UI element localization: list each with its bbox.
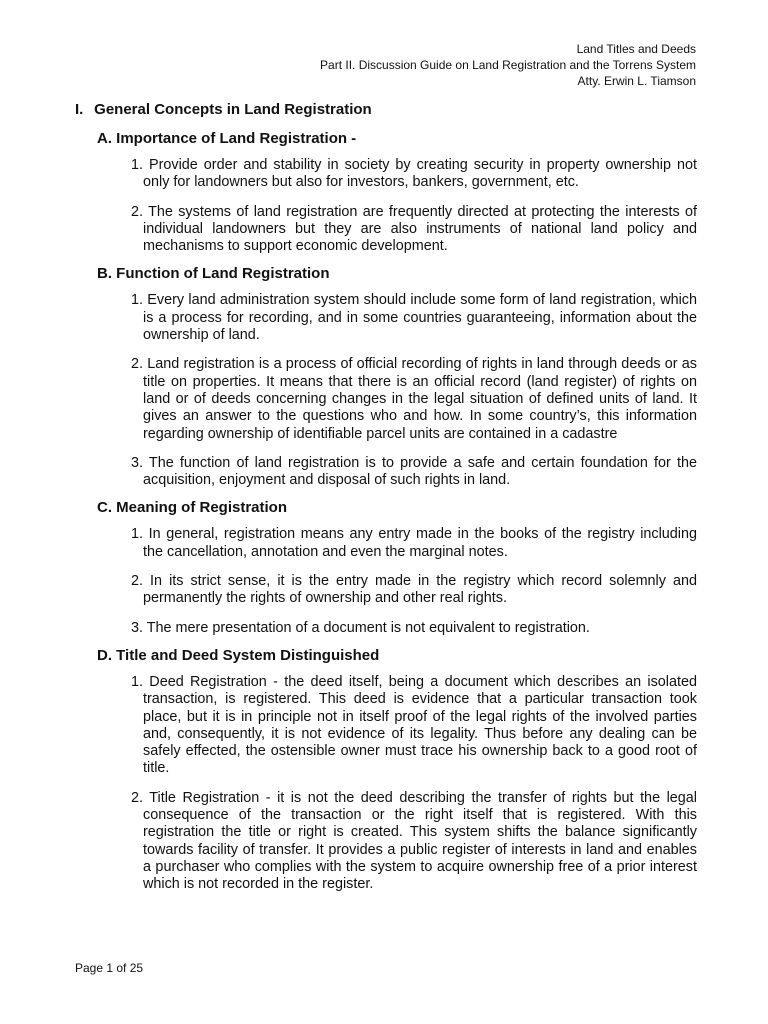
subsection-heading-c: C. Meaning of Registration: [97, 499, 288, 517]
list-item: 1. In general, registration means any entry made in the books of the registry including the cancellation, annotation and even the marginal notes.: [131, 526, 697, 560]
list-item: 2. Title Registration - it is not the deed describing the transfer of rights but the legal consequence of the transaction or the right itself that is registered. With this registration the title or right is created. This system shifts the balance significantly towards facility of transfer. It provides a public register of interests in land and enables a purchaser who complies with the system to acquire ownership free of a prior interest which is not recorded in the register.: [131, 789, 697, 893]
list-item: 2. In its strict sense, it is the entry made in the registry which record solemnly and permanently the rights of ownership and other real rights.: [131, 573, 697, 607]
list-item: 2. The systems of land registration are frequently directed at protecting the interests of individual landowners but they are also instruments of national land policy and mechanisms to support economic development.: [131, 203, 697, 255]
subsection-heading-a: A. Importance of Land Registration -: [97, 130, 357, 147]
list-item: 3. The mere presentation of a document is not equivalent to registration.: [131, 619, 590, 636]
subsection-heading-b: B. Function of Land Registration: [97, 265, 330, 283]
document-body: [75, 100, 697, 903]
section-title: General Concepts in Land Registration: [94, 101, 372, 118]
section-heading: [75, 100, 697, 120]
header-author: Atty. Erwin L. Tiamson: [577, 74, 696, 88]
header-course-title: Land Titles and Deeds: [576, 42, 696, 56]
section-number: I.: [75, 101, 84, 118]
list-item: 1. Deed Registration - the deed itself, being a document which describes an isolated transaction, is registered. This deed is evidence that a particular transaction took place, but it is in principle not in itself proof of the legal rights of the involved parties and, consequently, it is not evidence of its legality. Thus before any dealing can be safely effected, the ostensible owner must trace his ownership back to a good root of title.: [131, 673, 697, 777]
running-header: [320, 41, 696, 89]
list-item: 2. Land registration is a process of official recording of rights in land through deeds or as title on properties. It means that there is an official record (land register) of rights on land or of deeds concerning changes in the legal situation of defined units of land. It gives an answer to the questions who and how. In some country’s, this information regarding ownership of identifiable parcel units are contained in a cadastre: [131, 356, 697, 442]
subsection-heading-d: D. Title and Deed System Distinguished: [97, 646, 380, 664]
list-item: 3. The function of land registration is to provide a safe and certain foundation for the acquisition, enjoyment and disposal of such rights in land.: [131, 454, 697, 489]
header-part-title: Part II. Discussion Guide on Land Registration and the Torrens System: [320, 58, 696, 72]
list-item: 1. Every land administration system should include some form of land registration, which is a process for recording, and in some countries guaranteeing, information about the ownership of land.: [131, 292, 697, 344]
list-item: 1. Provide order and stability in society by creating security in property ownership not only for landowners but also for investors, bankers, government, etc.: [131, 157, 697, 191]
page-number: Page 1 of 25: [75, 961, 144, 975]
